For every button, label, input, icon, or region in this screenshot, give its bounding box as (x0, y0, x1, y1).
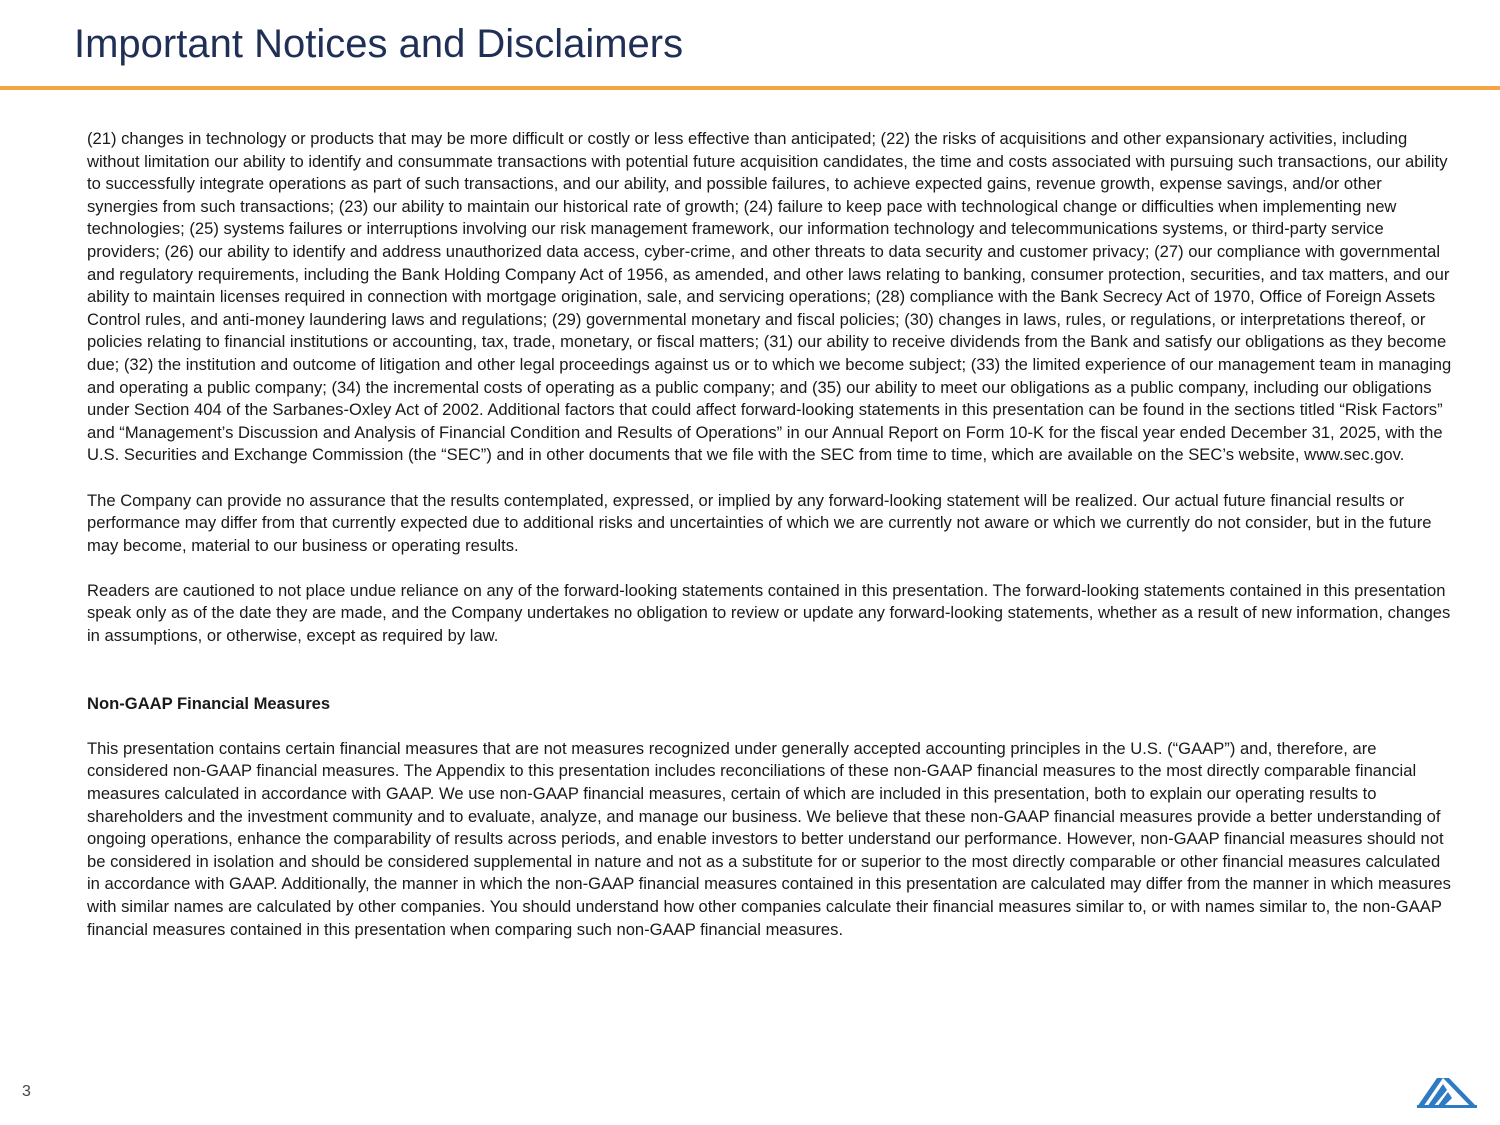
non-gaap-paragraph: This presentation contains certain financial measures that are not measures recognized under generally accepted accounting principles in the U.S. (“GAAP”) and, therefore, are considered non-GAAP financial measures. The Appendix to this presentation includes reconciliations of these non-GAAP financial measures to the most directly comparable financial measures calculated in accordance with GAAP. We use non-GAAP financial measures, certain of which are included in this presentation, both to explain our operating results to shareholders and the investment community and to evaluate, analyze, and manage our business. We believe that these non-GAAP financial measures provide a better understanding of ongoing operations, enhance the comparability of results across periods, and enable investors to better understand our performance. However, non-GAAP financial measures should not be considered in isolation and should be considered supplemental in nature and not as a substitute for or superior to the most directly comparable or other financial measures calculated in accordance with GAAP. Additionally, the manner in which the non-GAAP financial measures contained in this presentation are calculated may differ from the manner in which measures with similar names are calculated by other companies. You should understand how other companies calculate their financial measures similar to, or with names similar to, the non-GAAP financial measures contained in this presentation when comparing such non-GAAP financial measures. (87, 738, 1451, 939)
title-divider (0, 86, 1500, 90)
disclaimer-body (87, 128, 1455, 964)
page-number: 3 (22, 1083, 31, 1100)
page-title: Important Notices and Disclaimers (74, 22, 684, 66)
no-assurance-paragraph: The Company can provide no assurance that the results contemplated, expressed, or implied by any forward-looking statement will be realized. Our actual future financial results or performance may differ from that currently expected due to additional risks and uncertainties of which we are currently not aware or which we currently do not consider, but in the future may become, material to our business or operating results. (87, 490, 1432, 555)
reliance-caution-paragraph: Readers are cautioned to not place undue reliance on any of the forward-looking statements contained in this presentation. The forward-looking statements contained in this presentation speak only as of the date they are made, and the Company undertakes no obligation to review or update any forward-looking statements, whether as a result of new information, changes in assumptions, or otherwise, except as required by law. (87, 580, 1451, 646)
risk-factors-paragraph: (21) changes in technology or products that may be more difficult or costly or less effective than anticipated; (22) the risks of acquisitions and other expansionary activities, including without limitation our ability to identify and consummate transactions with potential future acquisition candidates, the time and costs associated with pursuing such transactions, our ability to successfully integrate operations as part of such transactions, and our ability, and possible failures, to achieve expected gains, revenue growth, expense savings, and/or other synergies from such transactions; (23) our ability to maintain our historical rate of growth; (24) failure to keep pace with technological change or difficulties when implementing new technologies; (25) systems failures or interruptions involving our risk management framework, our information technology and telecommunications systems, or third-party service providers; (26) our ability to identify and address unauthorized data access, cyber-crime, and other threats to data security and customer privacy; (27) our compliance with governmental and regulatory requirements, including the Bank Holding Company Act of 1956, as amended, and other laws relating to banking, consumer protection, securities, and tax matters, and our ability to maintain licenses required in connection with mortgage origination, sale, and servicing operations; (28) compliance with the Bank Secrecy Act of 1970, Office of Foreign Assets Control rules, and anti-money laundering laws and regulations; (29) governmental monetary and fiscal policies; (30) changes in laws, rules, or regulations, or interpretations thereof, or policies relating to financial institutions or accounting, tax, trade, monetary, or fiscal matters; (31) our ability to receive dividends from the Bank and satisfy our obligations as they become due; (32) the institution and outcome of litigation and other legal proceedings against us or to which we become subject; (33) the limited experience of our management team in managing and operating a public company; (34) the incremental costs of operating as a public company; and (35) our ability to meet our obligations as a public company, including our obligations under Section 404 of the Sarbanes-Oxley Act of 2002. Additional factors that could affect forward-looking statements in this presentation can be found in the sections titled “Risk Factors” and “Management’s Discussion and Analysis of Financial Condition and Results of Operations” in our Annual Report on Form 10-K for the fiscal year ended December 31, 2025, with the U.S. Securities and Exchange Commission (the “SEC”) and in other documents that we file with the SEC from time to time, which are available on the SEC’s website, www.sec.gov. (87, 129, 1452, 465)
mountain-logo-icon (1415, 1074, 1479, 1110)
non-gaap-heading: Non-GAAP Financial Measures (87, 693, 331, 713)
